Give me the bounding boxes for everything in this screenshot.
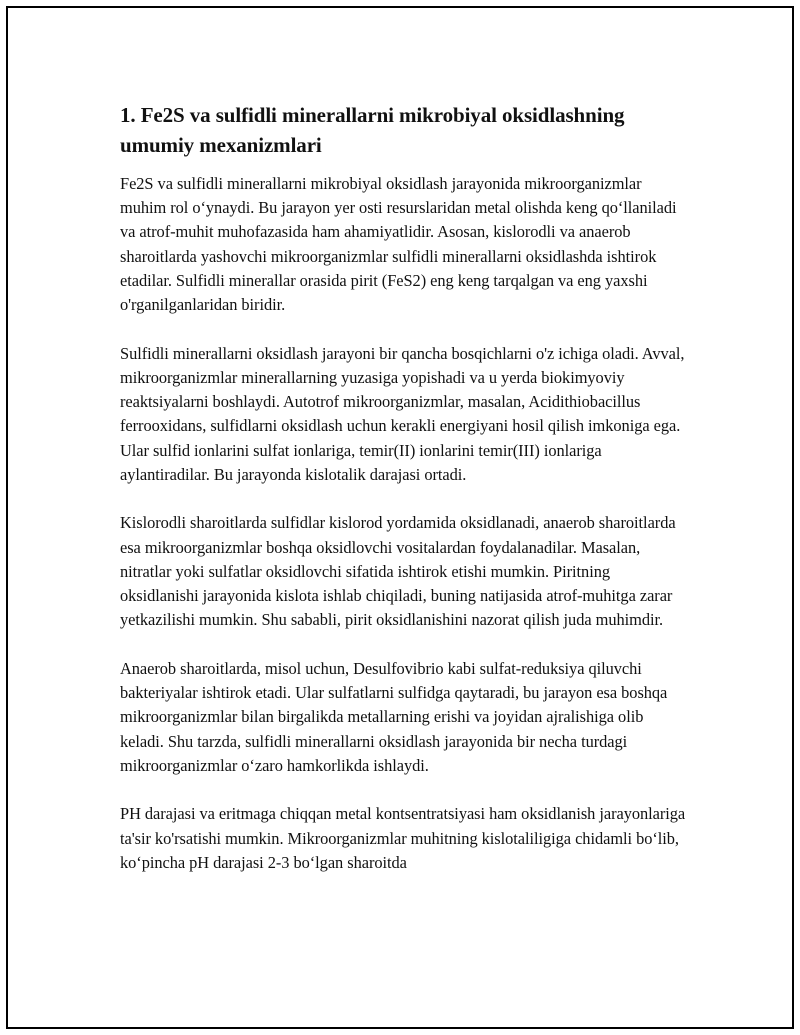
paragraph-1: Fe2S va sulfidli minerallarni mikrobiyal oksidlash jarayonida mikroorganizmlar muhim rol o‘ynaydi. Bu jarayon yer osti resurslaridan metal olishda keng qo‘llaniladi va atrof-muhit muhofazasida ham ahamiyatlidir. Asosan, kislorodli va anaerob sharoitlarda yashovchi mikroorganizmlar sulfidli minerallarni oksidlashda ishtirok etadilar. Sulfidli minerallar orasida pirit (FeS2) eng keng tarqalgan va eng yaxshi o'rganilganlaridan biridir. — [120, 174, 677, 315]
paragraph-2: Sulfidli minerallarni oksidlash jarayoni bir qancha bosqichlarni o'z ichiga oladi. Avval, mikroorganizmlar minerallarning yuzasiga yopishadi va u yerda biokimyoviy reaktsiyalarni boshlaydi. Autotrof mikroorganizmlar, masalan, Acidithiobacillus ferrooxidans, sulfidlarni oksidlash uchun kerakli energiyani hosil qilish imkoniga ega. Ular sulfid ionlarini sulfat ionlariga, temir(II) ionlarini temir(III) ionlariga aylantiradilar. Bu jarayonda kislotalik darajasi ortadi. — [120, 343, 685, 484]
paragraph-5: PH darajasi va eritmaga chiqqan metal kontsentratsiyasi ham oksidlanish jarayonlariga ta'sir ko'rsatishi mumkin. Mikroorganizmlar muhitning kislotaliligiga chidamli bo‘lib, ko‘pincha pH darajasi 2-3 bo‘lgan sharoitda — [120, 804, 686, 872]
document-page — [6, 6, 794, 1029]
paragraph-3: Kislorodli sharoitlarda sulfidlar kislorod yordamida oksidlanadi, anaerob sharoitlarda esa mikroorganizmlar boshqa oksidlovchi vositalardan foydalanadilar. Masalan, nitratlar yoki sulfatlar oksidlovchi sifatida ishtirok etishi mumkin. Piritning oksidlanishi jarayonida kislota ishlab chiqiladi, buning natijasida atrof-muhitga zarar yetkazilishi mumkin. Shu sababli, pirit oksidlanishini nazorat qilish juda muhimdir. — [120, 513, 676, 630]
paragraph-4: Anaerob sharoitlarda, misol uchun, Desulfovibrio kabi sulfat-reduksiya qiluvchi bakteriyalar ishtirok etadi. Ular sulfatlarni sulfidga qaytaradi, bu jarayon esa boshqa mikroorganizmlar bilan birgalikda metallarning erishi va joyidan ajralishiga olib keladi. Shu tarzda, sulfidli minerallarni oksidlash jarayonida bir necha turdagi mikroorganizmlar o‘zaro hamkorlikda ishlaydi. — [120, 658, 668, 775]
document-content — [120, 100, 690, 900]
section-heading: 1. Fe2S va sulfidli minerallarni mikrobiyal oksidlashning umumiy mexanizmlari — [120, 103, 625, 157]
